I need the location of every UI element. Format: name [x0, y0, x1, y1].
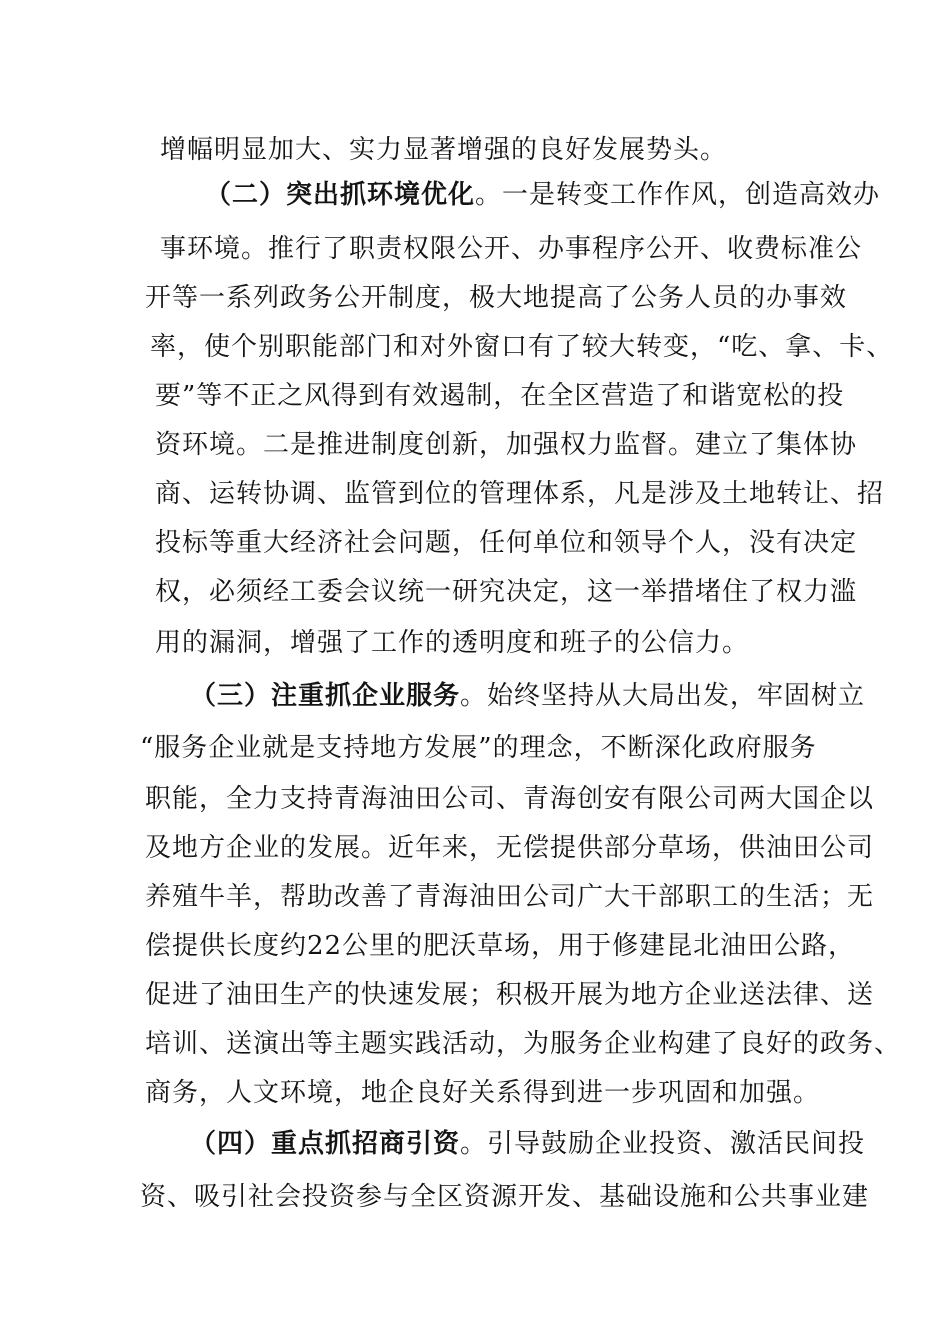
- text-line-8: 商、运转协调、监管到位的管理体系，凡是涉及土地转让、招: [155, 479, 885, 509]
- text-line-6: 要”等不正之风得到有效遏制，在全区营造了和谐宽松的投: [155, 381, 845, 411]
- text-line-13: “服务企业就是支持地方发展”的理念，不断深化政府服务: [140, 733, 817, 763]
- text-line-7: 资环境。二是推进制度创新，加强权力监督。建立了集体协: [155, 430, 858, 460]
- text-line-22: 资、吸引社会投资参与全区资源开发、基础设施和公共事业建: [140, 1182, 870, 1212]
- text-line-3: 事环境。推行了职责权限公开、办事程序公开、收费标准公: [160, 234, 863, 264]
- section-3-heading: （三）注重抓企业服务: [190, 681, 461, 711]
- text-line-19: 培训、送演出等主题实践活动，为服务企业构建了良好的政务、: [145, 1029, 902, 1059]
- text-line-16: 养殖牛羊，帮助改善了青海油田公司广大干部职工的生活；无: [145, 882, 875, 912]
- text-line-18: 促进了油田生产的快速发展；积极开展为地方企业送法律、送: [145, 980, 875, 1010]
- text-line-9: 投标等重大经济社会问题，任何单位和领导个人，没有决定: [155, 528, 858, 558]
- text-line-20: 商务，人文环境，地企良好关系得到进一步巩固和加强。: [145, 1078, 821, 1108]
- section-3-first-line: [190, 676, 865, 716]
- text-line-5: 率，使个别职能部门和对外窗口有了较大转变，“吃、拿、卡、: [150, 332, 894, 362]
- text-line-15: 及地方企业的发展。近年来，无偿提供部分草场，供油田公司: [145, 833, 875, 863]
- text-line-1: 增幅明显加大、实力显著增强的良好发展势头。: [160, 135, 728, 165]
- section-2-heading: （二）突出抓环境优化: [205, 180, 476, 210]
- text-line-10: 权，必须经工委会议统一研究决定，这一举措堵住了权力滥: [155, 577, 858, 607]
- section-4-first-line: [190, 1124, 865, 1164]
- section-4-heading: （四）重点抓招商引资: [190, 1129, 461, 1159]
- text-line-14: 职能，全力支持青海油田公司、青海创安有限公司两大国企以: [145, 784, 875, 814]
- text-line-11: 用的漏洞，增强了工作的透明度和班子的公信力。: [155, 628, 750, 658]
- section-2-first-line: [205, 175, 880, 215]
- section-4-text: 。引导鼓励企业投资、激活民间投: [460, 1129, 866, 1159]
- text-line-17: 偿提供长度约22公里的肥沃草场，用于修建昆北油田公路，: [145, 931, 856, 961]
- section-2-text: 。一是转变工作作风，创造高效办: [475, 180, 881, 210]
- section-3-text: 。始终坚持从大局出发，牢固树立: [460, 681, 866, 711]
- text-line-4: 开等一系列政务公开制度，极大地提高了公务人员的办事效: [145, 283, 848, 313]
